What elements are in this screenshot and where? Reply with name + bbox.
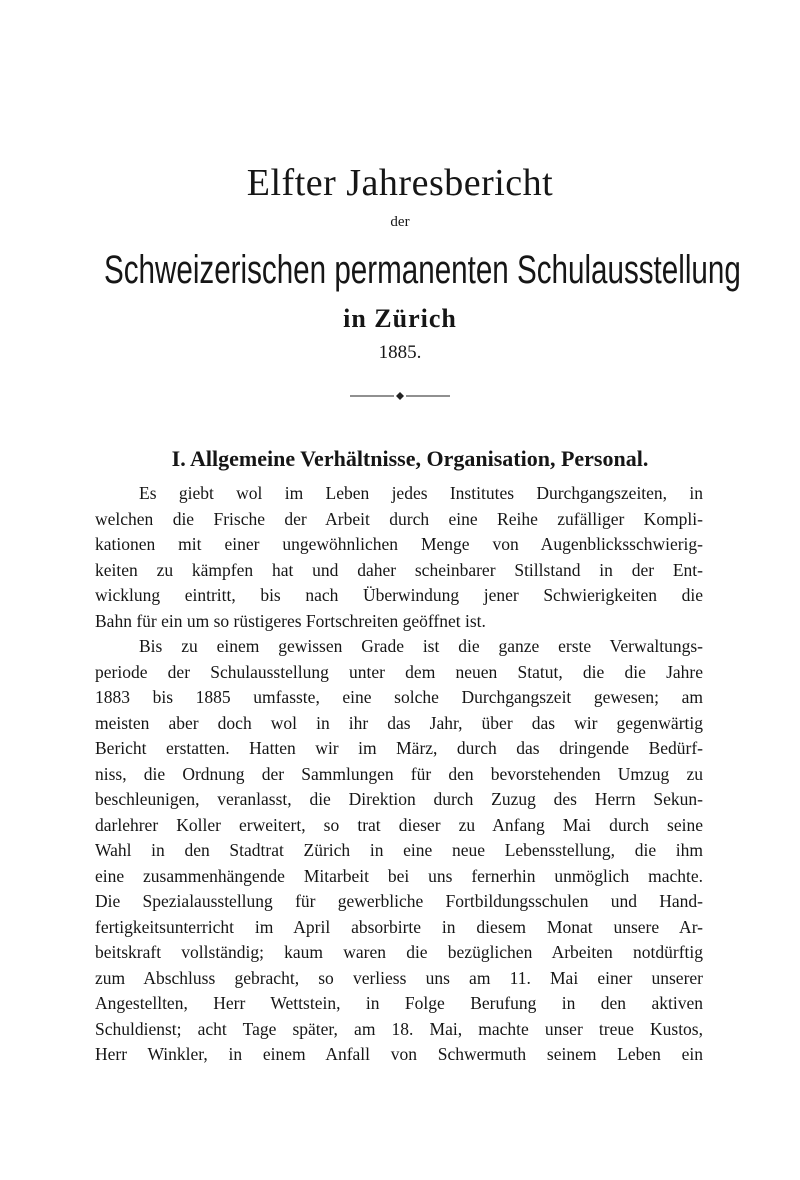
text-line: periode der Schulausstellung unter dem neuen Statut, die die Jahre: [95, 661, 703, 682]
location-title: in Zürich: [343, 304, 457, 333]
text-line: beitskraft vollständig; kaum waren die bezüglichen Arbeiten notdürftig: [95, 942, 703, 962]
text-line: eine zusammenhängende Mitarbeit bei uns fernerhin unmöglich machte.: [95, 865, 703, 886]
text-line: beschleunigen, veranlasst, die Direktion durch Zuzug des Herrn Sekun-: [95, 789, 703, 809]
title-connector: der: [390, 214, 410, 230]
report-year: 1885.: [378, 342, 422, 363]
institution-name: Schweizerischen permanenten Schulausstellung: [104, 248, 741, 292]
section-heading: I. Allgemeine Verhältnisse, Organisation, Personal.: [171, 446, 649, 471]
text-line: Bis zu einem gewissen Grade ist die ganze erste Verwaltungs-: [139, 636, 703, 656]
text-line: zum Abschluss gebracht, so verliess uns am 11. Mai einer unserer: [95, 967, 703, 988]
report-title: Elfter Jahresbericht: [246, 162, 554, 204]
text-line: Die Spezialausstellung für gewerbliche Fortbildungsschulen und Hand-: [95, 891, 703, 911]
text-line: keiten zu kämpfen hat und daher scheinbarer Stillstand in der Ent-: [95, 559, 703, 580]
text-line: Bahn für ein um so rüstigeres Fortschreiten geöffnet ist.: [95, 610, 486, 631]
text-line: Herr Winkler, in einem Anfall von Schwermuth seinem Leben ein: [95, 1044, 703, 1064]
text-line: Bericht erstatten. Hatten wir im März, durch das dringende Bedürf-: [95, 738, 703, 758]
text-line: wicklung eintritt, bis nach Überwindung jener Schwierigkeiten die: [95, 585, 703, 605]
text-line: Es giebt wol im Leben jedes Institutes Durchgangszeiten, in: [139, 483, 703, 503]
text-line: Angestellten, Herr Wettstein, in Folge Berufung in den aktiven: [95, 993, 703, 1013]
body-text: [95, 481, 703, 1068]
text-line: kationen mit einer ungewöhnlichen Menge von Augenblicksschwierig-: [95, 534, 703, 554]
text-line: Wahl in den Stadtrat Zürich in eine neue Lebensstellung, die ihm: [95, 840, 703, 860]
text-line: welchen die Frische der Arbeit durch eine Reihe zufälliger Kompli-: [95, 508, 703, 529]
text-line: fertigkeitsunterricht im April absorbirte in diesem Monat unsere Ar-: [95, 916, 703, 937]
text-line: 1883 bis 1885 umfasste, eine solche Durchgangszeit gewesen; am: [95, 687, 703, 707]
diamond-ornament-divider: [350, 391, 450, 401]
text-line: darlehrer Koller erweitert, so trat dieser zu Anfang Mai durch seine: [95, 814, 703, 835]
text-line: Schuldienst; acht Tage später, am 18. Mai, machte unser treue Kustos,: [95, 1018, 703, 1039]
text-line: meisten aber doch wol in ihr das Jahr, über das wir gegenwärtig: [95, 712, 703, 733]
text-line: niss, die Ordnung der Sammlungen für den bevorstehenden Umzug zu: [95, 763, 703, 784]
